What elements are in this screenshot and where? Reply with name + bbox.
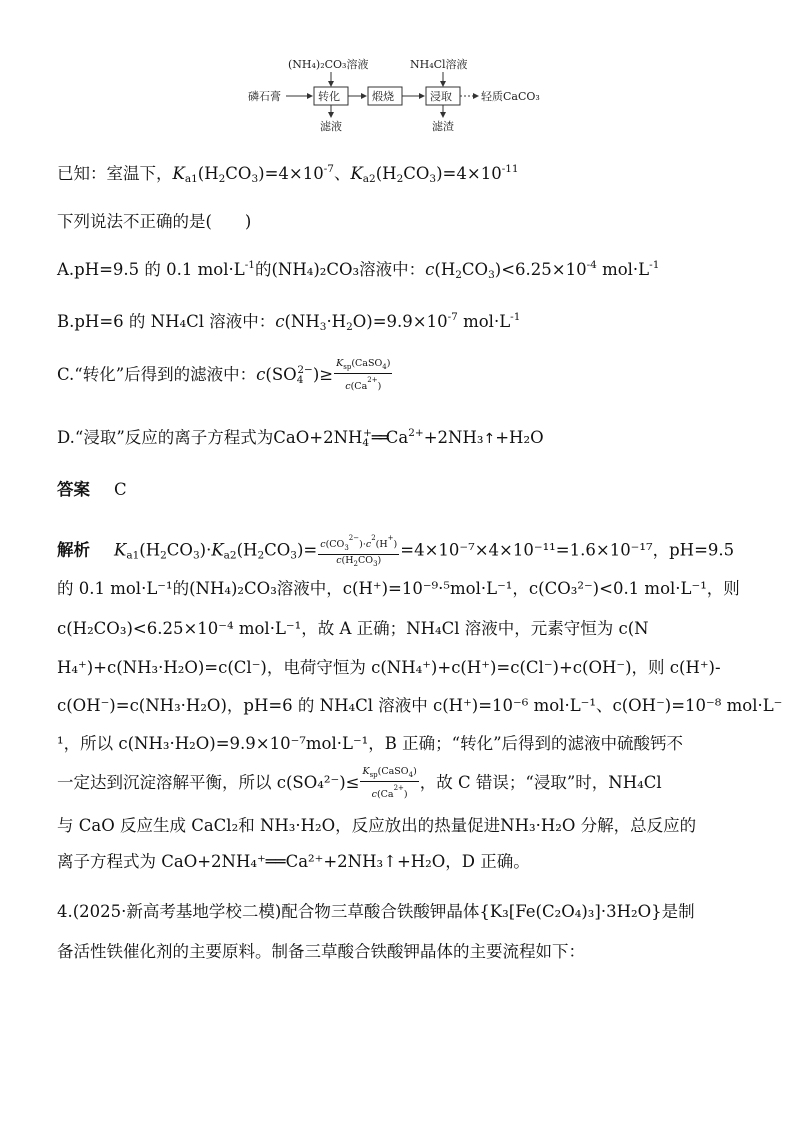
analysis-line-5: c(OH⁻)=c(NH₃·H₂O)，pH=6 的 NH₄Cl 溶液中 c(H⁺)=10⁻⁶ mol·L⁻¹、c(OH⁻)=10⁻⁸ mol·L⁻ <box>57 696 783 715</box>
filtrate: 滤液 <box>320 120 342 133</box>
product: 轻质CaCO₃ <box>481 90 540 103</box>
step-calcination: 煅烧 <box>372 90 394 103</box>
analysis-line-8: 与 CaO 反应生成 CaCl₂和 NH₃·H₂O，反应放出的热量促进NH₃·H₂O 分解，总反应的 <box>57 816 697 835</box>
option-a: A.pH=9.5 的 0.1 $mol\cdot L^{-1}$的(NH₄)₂CO₃溶液中：$c(H_2CO_3)<6.25\times 10^{-4}$ $mol\cdot L^{-1}$ <box>57 259 660 281</box>
reagent-ammonium-chloride: NH₄Cl溶液 <box>410 58 468 71</box>
question-4-line-2: 备活性铁催化剂的主要原料。制备三草酸合铁酸钾晶体的主要流程如下： <box>57 942 585 961</box>
analysis-line-1: 解析 $K_{a1}(H_2CO_3)\cdot K_{a2}(H_2CO_3)=$ $\frac{c(CO_3^{2-})\cdot c^2(H^+)}{c(H_2CO_3)}$ =4×10⁻⁷×4×10⁻¹¹=1.6×10⁻¹⁷，pH=9.5 <box>57 534 735 568</box>
question-4-line-1: 4.(2025·新高考基地学校二模)配合物三草酸合铁酸钾晶体{K₃[Fe(C₂O₄)₃]·3H₂O}是制 <box>57 902 695 921</box>
analysis-line-3: c(H₂CO₃)<6.25×10⁻⁴ mol·L⁻¹，故 A 正确；NH₄Cl 溶液中，元素守恒为 c(N <box>57 619 649 638</box>
analysis-line-7: 一定达到沉淀溶解平衡，所以 c(SO₄²⁻)≤ $\frac{K_{sp}(CaSO_4)}{c(Ca^{2+})}$ ，故 C 错误；“浸取”时，NH₄Cl <box>57 766 662 800</box>
option-b: B.pH=6 的 NH₄Cl 溶液中：$c(NH_3\cdot H_2O)=9.9\times 10^{-7}$ $mol\cdot L^{-1}$ <box>57 311 521 333</box>
reagent-ammonium-carbonate: (NH₄)₂CO₃溶液 <box>288 58 369 71</box>
option-c: C.“转化”后得到的滤液中：$c(SO_4^{2-})\ge$ $\frac{K_{sp}(CaSO_4)}{c(Ca^{2+})}$ <box>57 358 391 392</box>
known-conditions: 已知：室温下，$K_{a1}(H_2CO_3)=4\times 10^{-7}$、$K_{a2}(H_2CO_3)=4\times 10^{-11}$ <box>57 163 519 185</box>
analysis-line-9: 离子方程式为 CaO+2NH₄⁺══Ca²⁺+2NH₃↑+H₂O，D 正确。 <box>57 852 530 871</box>
analysis-line-4: H₄⁺)+c(NH₃·H₂O)=c(Cl⁻)，电荷守恒为 c(NH₄⁺)+c(H⁺)=c(Cl⁻)+c(OH⁻)，则 c(H⁺)- <box>57 658 721 677</box>
raw-material: 磷石膏 <box>248 90 281 103</box>
step-conversion: 转化 <box>318 90 340 103</box>
process-flowchart <box>0 0 794 150</box>
step-leaching: 浸取 <box>430 90 452 103</box>
question-stem: 下列说法不正确的是( ) <box>57 212 252 231</box>
analysis-line-2: 的 0.1 mol·L⁻¹的(NH₄)₂CO₃溶液中，c(H⁺)=10⁻⁹·⁵mol·L⁻¹，c(CO₃²⁻)<0.1 mol·L⁻¹，则 <box>57 579 740 598</box>
analysis-line-6: ¹，所以 c(NH₃·H₂O)=9.9×10⁻⁷mol·L⁻¹，B 正确；“转化”后得到的滤液中硫酸钙不 <box>57 734 684 753</box>
answer: 答案 C <box>57 480 127 499</box>
filter-residue: 滤渣 <box>432 120 454 133</box>
option-d: D.“浸取”反应的离子方程式为$CaO+2NH_4^+══Ca^{2+}+2NH_3↑+H_2O$ <box>57 427 544 449</box>
